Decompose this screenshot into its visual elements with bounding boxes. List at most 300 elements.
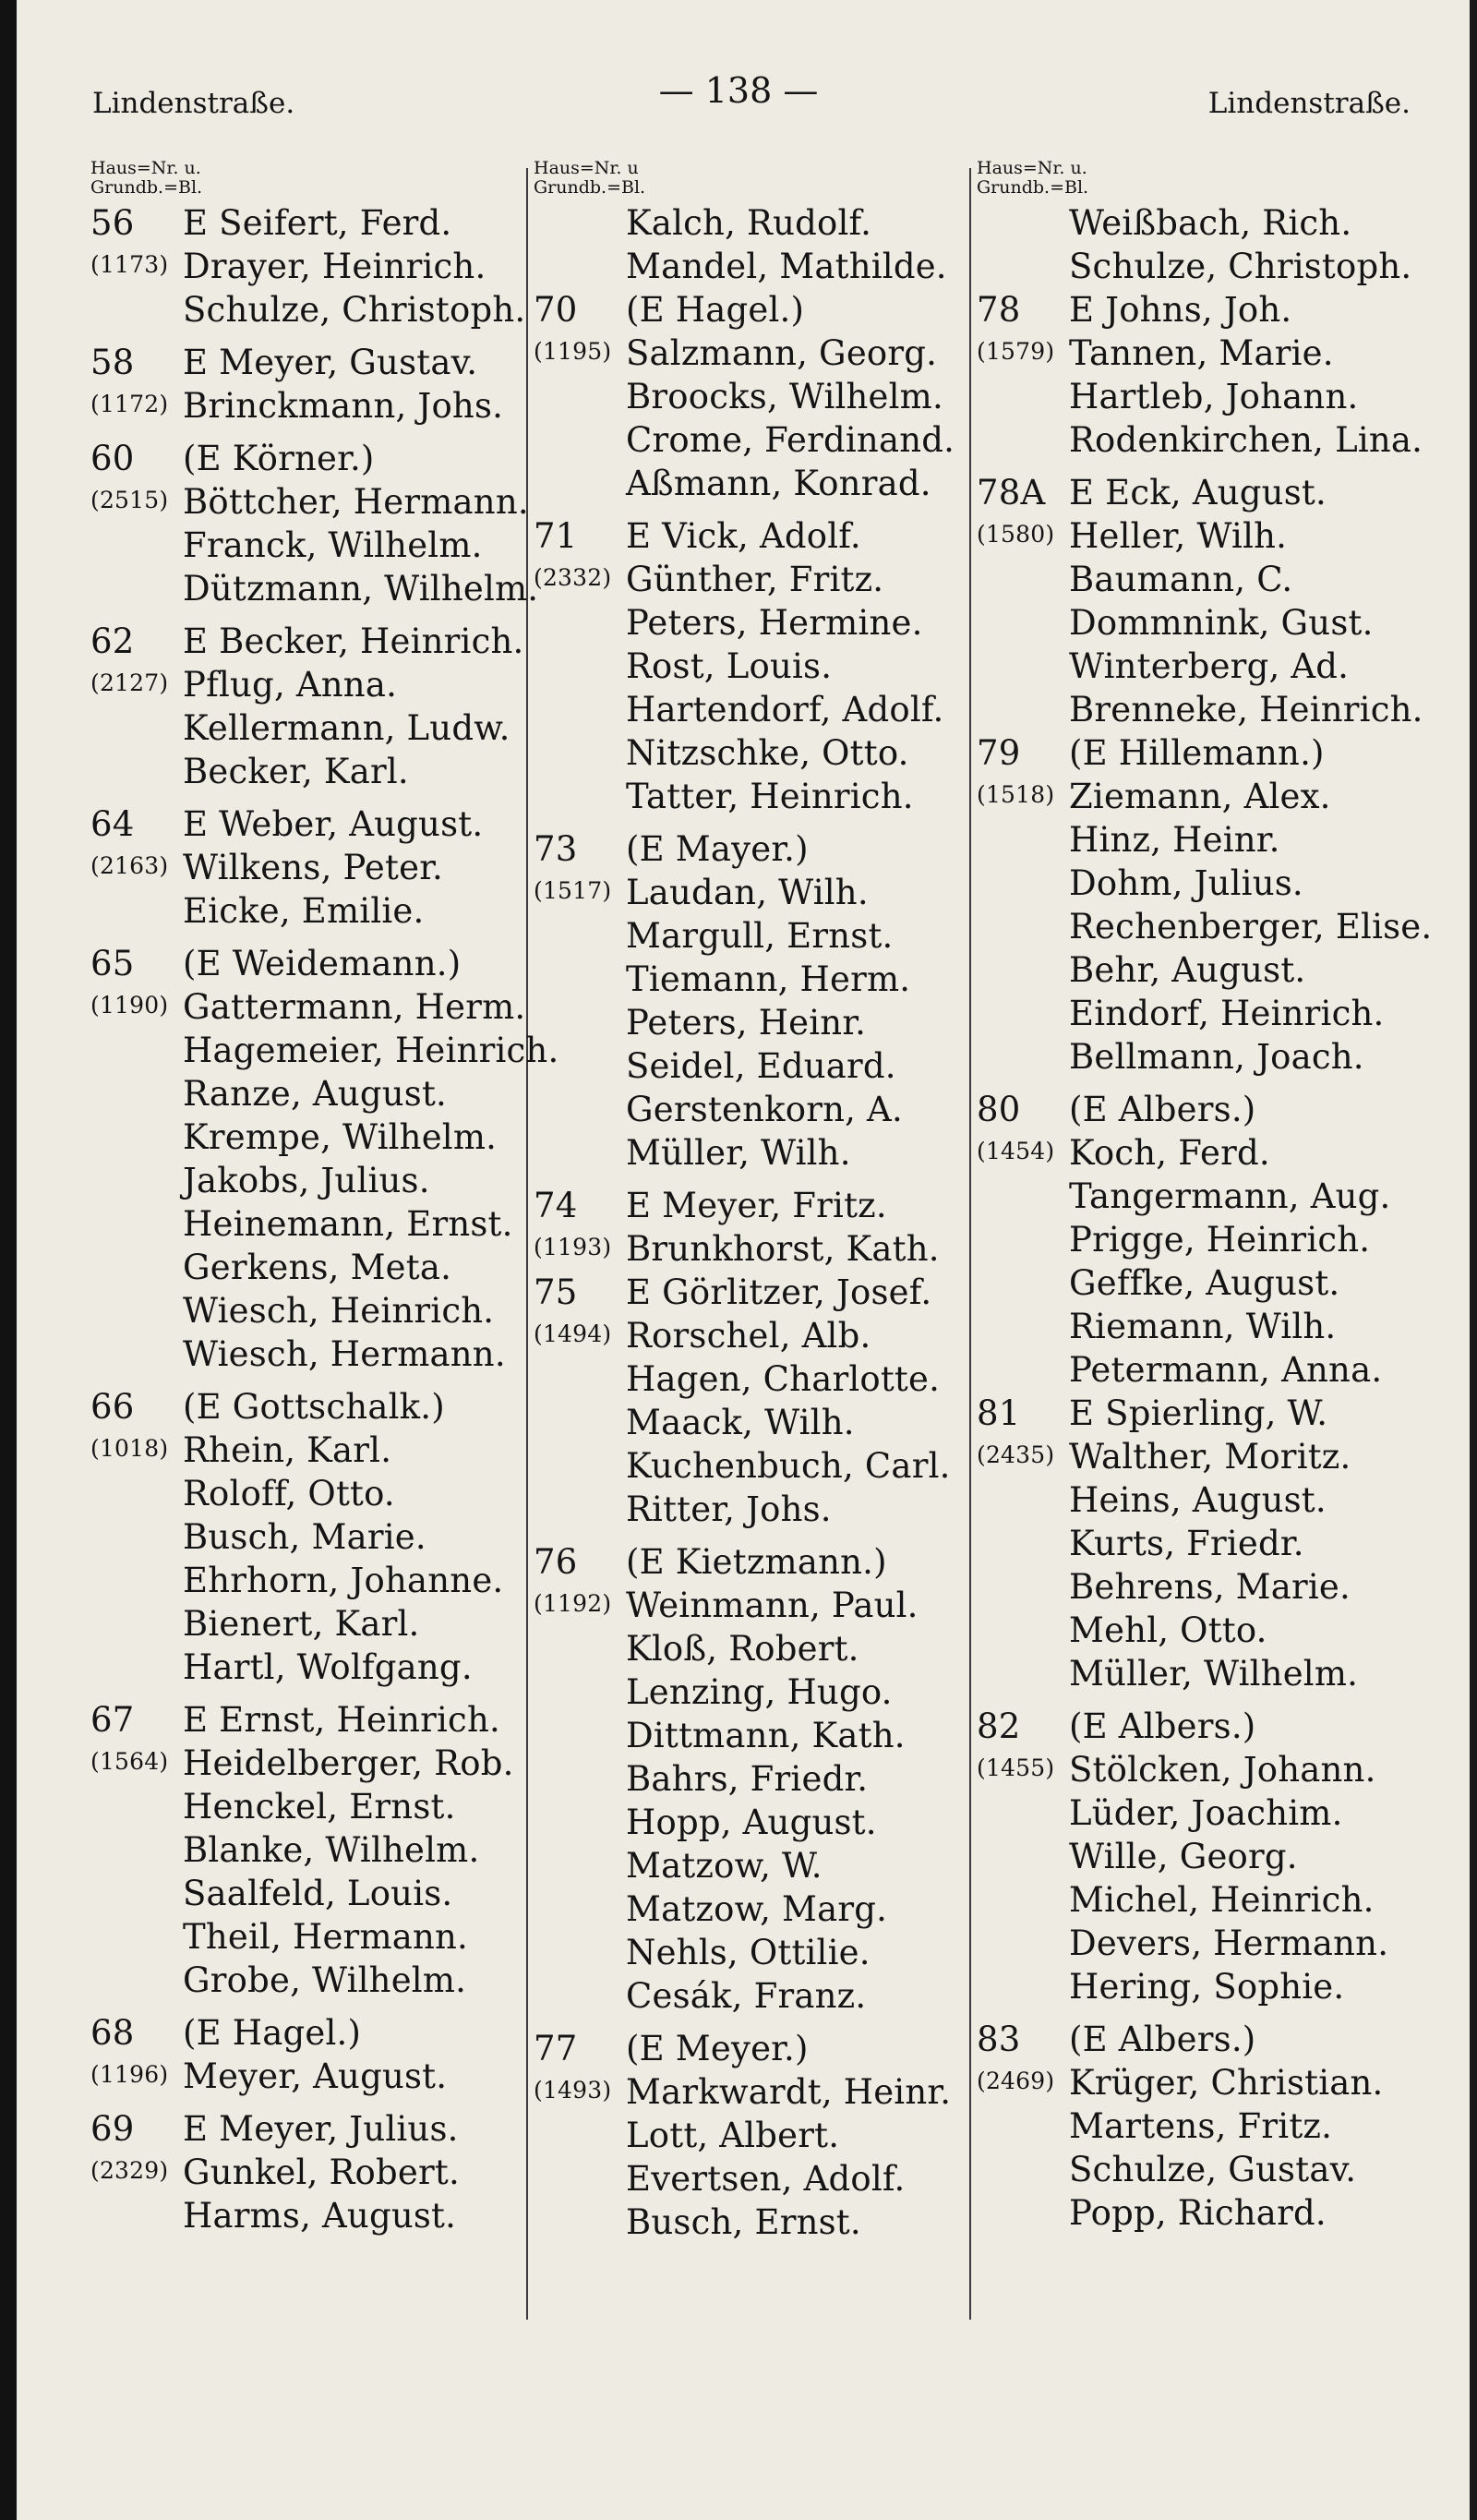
house-number: 70 <box>534 290 578 330</box>
scan-edge-left <box>0 0 17 2520</box>
resident-name: Devers, Hermann. <box>1069 1923 1389 1963</box>
parcel-number: (1192) <box>534 1590 612 1617</box>
resident-name: E Seifert, Ferd. <box>183 203 452 243</box>
directory-entry <box>90 750 524 793</box>
directory-entry <box>90 1385 524 1429</box>
directory-entry <box>977 1478 1420 1522</box>
resident-name: Walther, Moritz. <box>1069 1437 1351 1477</box>
directory-entry <box>534 1088 967 1131</box>
directory-entry <box>90 2194 524 2237</box>
resident-name: Ritter, Johs. <box>626 1489 832 1529</box>
resident-name: Broocks, Wilhelm. <box>626 377 943 416</box>
resident-name: Petermann, Anna. <box>1069 1350 1383 1390</box>
directory-entry <box>534 1584 967 1627</box>
resident-name: Brunkhorst, Kath. <box>626 1229 940 1269</box>
house-number: 78A <box>977 473 1046 512</box>
resident-name: (E Gottschalk.) <box>183 1387 445 1427</box>
directory-entry <box>534 288 967 332</box>
resident-name: Tatter, Heinrich. <box>626 777 914 816</box>
directory-entry <box>534 1001 967 1044</box>
directory-entry <box>90 201 524 245</box>
parcel-number: (1173) <box>90 251 169 278</box>
resident-name: (E Albers.) <box>1069 2020 1256 2059</box>
resident-name: (E Albers.) <box>1069 1706 1256 1746</box>
house-number: 76 <box>534 1542 578 1582</box>
directory-entry <box>534 1801 967 1844</box>
directory-entry <box>977 1705 1420 1748</box>
directory-entry <box>534 1974 967 2018</box>
resident-name: Ehrhorn, Johanne. <box>183 1561 504 1600</box>
directory-entry <box>90 1289 524 1332</box>
resident-name: Bienert, Karl. <box>183 1604 420 1644</box>
resident-name: Krüger, Christian. <box>1069 2063 1384 2103</box>
resident-name: E Eck, August. <box>1069 473 1327 512</box>
resident-name: Ziemann, Alex. <box>1069 777 1331 816</box>
directory-entry <box>534 2157 967 2200</box>
resident-name: Wiesch, Heinrich. <box>183 1291 495 1331</box>
house-number: 75 <box>534 1272 578 1312</box>
resident-name: Rost, Louis. <box>626 646 833 686</box>
parcel-number: (1517) <box>534 877 612 904</box>
resident-name: Dohm, Julius. <box>1069 863 1303 903</box>
resident-name: Gattermann, Herm. <box>183 987 526 1027</box>
house-number: 74 <box>534 1186 578 1225</box>
directory-entry <box>90 1429 524 1472</box>
resident-name: Weißbach, Rich. <box>1069 203 1352 243</box>
directory-entry <box>977 1609 1420 1652</box>
resident-name: Behrens, Marie. <box>1069 1567 1351 1607</box>
column-heading <box>534 159 967 201</box>
resident-name: Evertsen, Adolf. <box>626 2159 906 2199</box>
directory-entry <box>977 245 1420 288</box>
resident-name: Gerkens, Meta. <box>183 1248 452 1287</box>
directory-entry <box>90 1785 524 1828</box>
resident-name: E Vick, Adolf. <box>626 516 861 556</box>
directory-entry <box>977 471 1420 514</box>
resident-name: Müller, Wilh. <box>626 1133 851 1173</box>
resident-name: Matzow, W. <box>626 1846 823 1886</box>
resident-name: E Becker, Heinrich. <box>183 621 524 661</box>
directory-entry <box>534 645 967 688</box>
directory-entry <box>90 245 524 288</box>
directory-entry <box>90 889 524 933</box>
column-heading-line1: Haus=Nr. u. <box>90 158 201 178</box>
directory-entry <box>90 1159 524 1202</box>
directory-entry <box>977 1435 1420 1478</box>
resident-name: Meyer, August. <box>183 2056 448 2096</box>
resident-name: E Spierling, W. <box>1069 1393 1328 1433</box>
resident-name: (E Albers.) <box>1069 1090 1256 1129</box>
directory-entry <box>977 2148 1420 2191</box>
directory-entry <box>90 846 524 889</box>
directory-entry <box>977 1035 1420 1079</box>
scan-edge-right <box>1470 0 1477 2520</box>
directory-entry <box>534 1227 967 1271</box>
directory-entry <box>90 567 539 610</box>
parcel-number: (1195) <box>534 338 612 365</box>
resident-name: Franck, Wilhelm. <box>183 525 483 565</box>
house-number: 58 <box>90 343 135 382</box>
resident-name: Stölcken, Johann. <box>1069 1750 1376 1790</box>
parcel-number: (1494) <box>534 1320 612 1347</box>
directory-entry <box>977 775 1420 818</box>
resident-name: Dittmann, Kath. <box>626 1716 906 1755</box>
house-number: 56 <box>90 203 135 243</box>
directory-entry <box>534 731 967 775</box>
directory-entry <box>534 1931 967 1974</box>
resident-name: Lenzing, Hugo. <box>626 1672 893 1712</box>
resident-name: Grobe, Wilhelm. <box>183 1960 467 2000</box>
directory-entry <box>534 1184 967 1227</box>
directory-entry <box>534 1131 967 1175</box>
directory-entry <box>534 1844 967 1887</box>
page-number: — 138 — <box>658 70 819 111</box>
resident-name: Dommnink, Gust. <box>1069 603 1374 643</box>
resident-name: Koch, Ferd. <box>1069 1133 1270 1173</box>
directory-entry <box>90 288 524 332</box>
directory-entry <box>90 1959 524 2002</box>
resident-name: Michel, Heinrich. <box>1069 1880 1375 1920</box>
parcel-number: (2469) <box>977 2068 1055 2094</box>
directory-entry <box>977 1748 1420 1791</box>
resident-name: E Meyer, Gustav. <box>183 343 478 382</box>
directory-entry <box>977 2018 1420 2061</box>
resident-name: Kurts, Friedr. <box>1069 1524 1304 1563</box>
resident-name: Schulze, Gustav. <box>1069 2150 1357 2189</box>
resident-name: Busch, Ernst. <box>626 2202 861 2242</box>
resident-name: Gerstenkorn, A. <box>626 1090 903 1129</box>
resident-name: Bellmann, Joach. <box>1069 1037 1364 1077</box>
resident-name: Böttcher, Hermann. <box>183 482 529 522</box>
directory-entry <box>977 1965 1420 2008</box>
resident-name: Saalfeld, Louis. <box>183 1874 453 1913</box>
directory-entry <box>534 201 967 245</box>
resident-name: Lott, Albert. <box>626 2116 840 2155</box>
resident-name: Rorschel, Alb. <box>626 1316 871 1356</box>
resident-name: Hinz, Heinr. <box>1069 820 1280 860</box>
resident-name: Nehls, Ottilie. <box>626 1933 871 1972</box>
directory-entry <box>534 914 967 958</box>
directory-entry <box>534 688 967 731</box>
directory-entry <box>90 1872 524 1915</box>
directory-entry <box>977 992 1420 1035</box>
house-number: 73 <box>534 829 578 869</box>
directory-entry <box>977 2104 1420 2148</box>
directory-entry <box>977 1565 1420 1609</box>
resident-name: Riemann, Wilh. <box>1069 1307 1337 1346</box>
directory-entry <box>90 1646 524 1689</box>
resident-name: (E Kietzmann.) <box>626 1542 887 1582</box>
running-head-right: Lindenstraße. <box>1207 87 1411 120</box>
resident-name: Kellermann, Ludw. <box>183 708 510 748</box>
resident-name: Hartendorf, Adolf. <box>626 690 944 729</box>
directory-entry <box>977 288 1420 332</box>
directory-entry <box>534 1488 967 1531</box>
resident-name: Brenneke, Heinrich. <box>1069 690 1423 729</box>
directory-entry <box>977 818 1420 862</box>
resident-name: Ranze, August. <box>183 1074 447 1114</box>
directory-entry <box>977 905 1433 948</box>
house-number: 83 <box>977 2020 1021 2059</box>
directory-entry <box>534 1357 967 1401</box>
directory-entry <box>90 384 524 428</box>
running-head-left: Lindenstraße. <box>92 87 295 120</box>
house-number: 80 <box>977 1090 1021 1129</box>
resident-name: Matzow, Marg. <box>626 1889 888 1929</box>
directory-entry <box>977 1131 1420 1175</box>
column-heading-line2: Grundb.=Bl. <box>977 177 1089 198</box>
directory-entry <box>90 1828 524 1872</box>
directory-entry <box>90 1742 524 1785</box>
resident-name: Behr, August. <box>1069 950 1306 990</box>
directory-entry <box>977 1522 1420 1565</box>
resident-name: Kloß, Robert. <box>626 1629 859 1669</box>
resident-name: Hagemeier, Heinrich. <box>183 1031 559 1070</box>
directory-entry <box>534 1271 967 1314</box>
directory-entry <box>90 985 524 1029</box>
directory-entry <box>90 341 524 384</box>
resident-name: (E Hillemann.) <box>1069 733 1325 773</box>
directory-entry <box>977 2061 1420 2104</box>
resident-name: Blanke, Wilhelm. <box>183 1830 480 1870</box>
directory-entry <box>90 1602 524 1646</box>
directory-entry <box>90 2011 524 2055</box>
parcel-number: (2435) <box>977 1441 1055 1468</box>
directory-entry <box>977 1305 1420 1348</box>
resident-name: E Meyer, Fritz. <box>626 1186 887 1225</box>
house-number: 81 <box>977 1393 1021 1433</box>
directory-entry <box>977 1218 1420 1261</box>
directory-entry <box>90 1246 524 1289</box>
resident-name: Rodenkirchen, Lina. <box>1069 420 1423 460</box>
directory-entry <box>90 1029 559 1072</box>
house-number: 65 <box>90 944 135 983</box>
directory-entry <box>977 514 1420 558</box>
directory-entry <box>534 462 967 505</box>
resident-name: Eicke, Emilie. <box>183 891 425 931</box>
resident-name: Bahrs, Friedr. <box>626 1759 869 1799</box>
directory-entry <box>534 2027 967 2070</box>
column-heading-line2: Grundb.=Bl. <box>534 177 646 198</box>
resident-name: Seidel, Eduard. <box>626 1046 896 1086</box>
resident-name: Rechenberger, Elise. <box>1069 907 1433 947</box>
resident-name: E Ernst, Heinrich. <box>183 1700 500 1740</box>
resident-name: Theil, Hermann. <box>183 1917 469 1957</box>
parcel-number: (1493) <box>534 2077 612 2104</box>
directory-entry <box>534 418 967 462</box>
directory-entry <box>977 1088 1420 1131</box>
directory-entry <box>977 1261 1420 1305</box>
resident-name: Markwardt, Heinr. <box>626 2072 952 2112</box>
parcel-number: (1193) <box>534 1234 612 1260</box>
house-number: 71 <box>534 516 578 556</box>
resident-name: E Meyer, Julius. <box>183 2109 459 2149</box>
resident-name: Krempe, Wilhelm. <box>183 1117 498 1157</box>
resident-name: Peters, Hermine. <box>626 603 923 643</box>
resident-name: (E Hagel.) <box>626 290 805 330</box>
directory-entry <box>90 1559 524 1602</box>
directory-entry <box>977 601 1420 645</box>
resident-name: Hagen, Charlotte. <box>626 1359 941 1399</box>
resident-name: Drayer, Heinrich. <box>183 247 486 286</box>
resident-name: Schulze, Christoph. <box>183 290 526 330</box>
resident-name: Winterberg, Ad. <box>1069 646 1350 686</box>
resident-name: Dützmann, Wilhelm. <box>183 569 539 609</box>
directory-entry <box>90 942 524 985</box>
directory-entry <box>977 645 1420 688</box>
directory-entry <box>90 1515 524 1559</box>
resident-name: Martens, Fritz. <box>1069 2106 1333 2146</box>
directory-entry <box>90 1202 524 1246</box>
directory-entry <box>534 958 967 1001</box>
resident-name: Heins, August. <box>1069 1480 1327 1520</box>
parcel-number: (2329) <box>90 2157 169 2184</box>
directory-entry <box>534 1314 967 1357</box>
directory-entry <box>90 1915 524 1959</box>
directory-entry <box>977 731 1420 775</box>
directory-entry <box>534 871 967 914</box>
house-number: 66 <box>90 1387 135 1427</box>
resident-name: Prigge, Heinrich. <box>1069 1220 1371 1260</box>
directory-entry <box>977 375 1420 418</box>
directory-entry <box>90 1072 524 1115</box>
house-number: 78 <box>977 290 1021 330</box>
parcel-number: (1579) <box>977 338 1055 365</box>
directory-entry <box>90 437 524 480</box>
resident-name: (E Hagel.) <box>183 2013 362 2053</box>
resident-name: Heidelberger, Rob. <box>183 1743 514 1783</box>
column-heading-line1: Haus=Nr. u. <box>977 158 1087 178</box>
resident-name: E Johns, Joh. <box>1069 290 1292 330</box>
directory-entry <box>534 1044 967 1088</box>
directory-entry <box>534 827 967 871</box>
resident-name: Tannen, Marie. <box>1069 333 1334 373</box>
directory-entry <box>534 1444 967 1488</box>
directory-entry <box>90 2107 524 2151</box>
resident-name: (E Körner.) <box>183 439 375 478</box>
resident-name: Busch, Marie. <box>183 1517 426 1557</box>
directory-entry <box>534 245 967 288</box>
directory-entry <box>90 1472 524 1515</box>
resident-name: Becker, Karl. <box>183 752 409 791</box>
directory-entry <box>534 558 967 601</box>
directory-entry <box>534 601 967 645</box>
resident-name: Mandel, Mathilde. <box>626 247 947 286</box>
resident-name: Crome, Ferdinand. <box>626 420 955 460</box>
resident-name: Günther, Fritz. <box>626 560 884 599</box>
resident-name: Kuchenbuch, Carl. <box>626 1446 951 1486</box>
directory-entry <box>534 2200 967 2244</box>
directory-entry <box>977 201 1420 245</box>
column-heading-line2: Grundb.=Bl. <box>90 177 203 198</box>
column-heading <box>977 159 1420 201</box>
house-number: 67 <box>90 1700 135 1740</box>
parcel-number: (1580) <box>977 521 1055 548</box>
directory-entry <box>977 558 1420 601</box>
resident-name: Geffke, August. <box>1069 1263 1340 1303</box>
directory-entry <box>534 1714 967 1757</box>
directory-entry <box>534 1540 967 1584</box>
directory-entry <box>977 948 1420 992</box>
resident-name: Hering, Sophie. <box>1069 1967 1345 2007</box>
parcel-number: (1518) <box>977 781 1055 808</box>
directory-entry <box>90 802 524 846</box>
resident-name: Kalch, Rudolf. <box>626 203 872 243</box>
directory-entry <box>977 1835 1420 1878</box>
parcel-number: (1172) <box>90 391 169 417</box>
resident-name: Tiemann, Herm. <box>626 959 911 999</box>
parcel-number: (2163) <box>90 852 169 879</box>
directory-entry <box>534 775 967 818</box>
directory-entry <box>977 1652 1420 1695</box>
house-number: 68 <box>90 2013 135 2053</box>
directory-entry <box>90 1698 524 1742</box>
directory-entry <box>90 620 524 663</box>
directory-entry <box>90 2055 524 2098</box>
resident-name: Brinckmann, Johs. <box>183 386 504 426</box>
directory-entry <box>534 332 967 375</box>
resident-name: Wilkens, Peter. <box>183 848 443 887</box>
directory-entry <box>534 1401 967 1444</box>
resident-name: Laudan, Wilh. <box>626 873 869 912</box>
resident-name: Schulze, Christoph. <box>1069 247 1412 286</box>
directory-entry <box>977 862 1420 905</box>
directory-column-2 <box>534 159 967 2244</box>
parcel-number: (2332) <box>534 564 612 591</box>
directory-entry <box>90 480 529 524</box>
directory-entry <box>90 2151 524 2194</box>
resident-name: Jakobs, Julius. <box>183 1161 430 1200</box>
directory-entry <box>90 706 524 750</box>
resident-name: Lüder, Joachim. <box>1069 1793 1343 1833</box>
resident-name: Müller, Wilhelm. <box>1069 1654 1359 1694</box>
directory-entry <box>534 1887 967 1931</box>
resident-name: E Weber, August. <box>183 804 484 844</box>
resident-name: Margull, Ernst. <box>626 916 894 956</box>
resident-name: Heinemann, Ernst. <box>183 1204 513 1244</box>
directory-entry <box>977 1348 1420 1392</box>
directory-entry <box>977 1175 1420 1218</box>
resident-name: Weinmann, Paul. <box>626 1586 919 1625</box>
house-number: 79 <box>977 733 1021 773</box>
resident-name: Gunkel, Robert. <box>183 2152 460 2192</box>
directory-entry <box>977 1392 1420 1435</box>
resident-name: Heller, Wilh. <box>1069 516 1288 556</box>
directory-entry <box>977 688 1423 731</box>
directory-entry <box>977 2191 1420 2235</box>
parcel-number: (1190) <box>90 992 169 1019</box>
resident-name: Roloff, Otto. <box>183 1474 395 1513</box>
parcel-number: (2127) <box>90 669 169 696</box>
resident-name: Aßmann, Konrad. <box>626 464 931 503</box>
column-heading <box>90 159 524 201</box>
house-number: 82 <box>977 1706 1021 1746</box>
house-number: 69 <box>90 2109 135 2149</box>
directory-entry <box>977 1922 1420 1965</box>
directory-entry <box>534 1757 967 1801</box>
resident-name: Hopp, August. <box>626 1803 877 1842</box>
house-number: 60 <box>90 439 135 478</box>
resident-name: Popp, Richard. <box>1069 2193 1327 2233</box>
directory-entry <box>534 1627 967 1670</box>
resident-name: Wille, Georg. <box>1069 1837 1298 1876</box>
directory-entry <box>534 514 967 558</box>
parcel-number: (1455) <box>977 1754 1055 1781</box>
column-heading-line1: Haus=Nr. u <box>534 158 639 178</box>
resident-name: Wiesch, Hermann. <box>183 1334 506 1374</box>
directory-entry <box>534 1670 967 1714</box>
column-rule <box>969 168 971 2320</box>
